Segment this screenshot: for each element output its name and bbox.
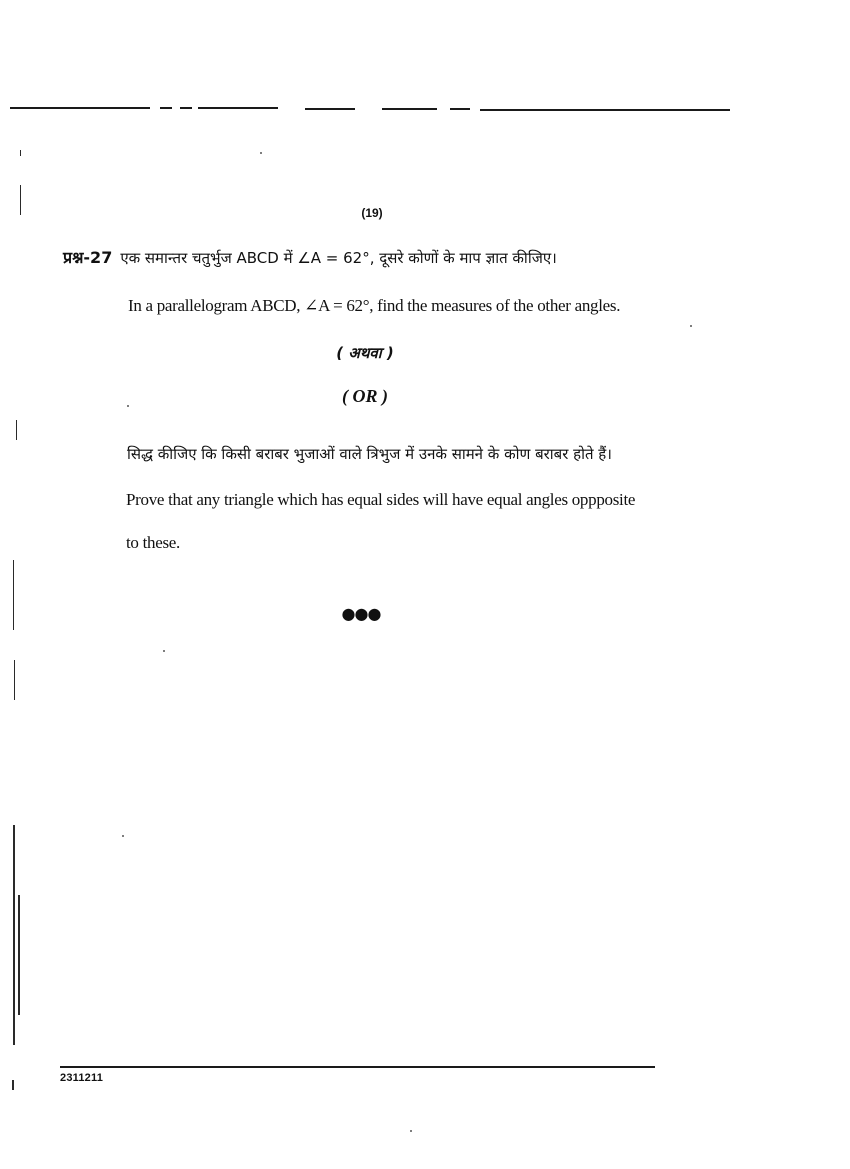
alternate-question-english-line2: to these. <box>126 533 180 552</box>
end-of-paper-marker: ●●● <box>341 604 381 623</box>
scan-edge-mark <box>14 660 15 700</box>
question-27-hindi <box>63 246 823 268</box>
paper-code: 2311211 <box>60 1072 104 1084</box>
scan-edge-mark <box>13 560 14 630</box>
or-separator-hindi: ( अथवा ) <box>336 344 394 362</box>
question-label: प्रश्न-27 <box>63 248 113 267</box>
scan-edge-mark <box>12 1080 14 1090</box>
page-number: (19) <box>361 206 383 220</box>
scan-edge-mark <box>18 895 20 1015</box>
scan-speck <box>690 325 692 327</box>
scan-speck <box>127 405 129 407</box>
bottom-rule <box>60 1066 655 1068</box>
scan-speck <box>122 835 124 837</box>
question-english-text: In a parallelogram ABCD, ∠A = 62°, find the measures of the other angles. <box>128 296 621 315</box>
scan-edge-mark <box>20 185 21 215</box>
alternate-question-hindi: सिद्ध कीजिए कि किसी बराबर भुजाओं वाले त्रिभुज में उनके सामने के कोण बराबर होते हैं। <box>127 445 612 463</box>
scan-edge-mark <box>16 420 17 440</box>
scan-edge-mark <box>13 825 15 1045</box>
scan-speck <box>163 650 165 652</box>
alternate-question-english-line1: Prove that any triangle which has equal sides will have equal angles oppposite <box>126 490 636 509</box>
top-rule <box>10 106 730 112</box>
question-hindi-text: एक समान्तर चतुर्भुज ABCD में ∠A = 62°, दूसरे कोणों के माप ज्ञात कीजिए। <box>120 249 557 267</box>
or-separator-english: ( OR ) <box>342 386 388 406</box>
scan-speck <box>410 1130 412 1132</box>
scan-edge-mark <box>20 150 21 156</box>
scan-speck <box>260 152 262 154</box>
